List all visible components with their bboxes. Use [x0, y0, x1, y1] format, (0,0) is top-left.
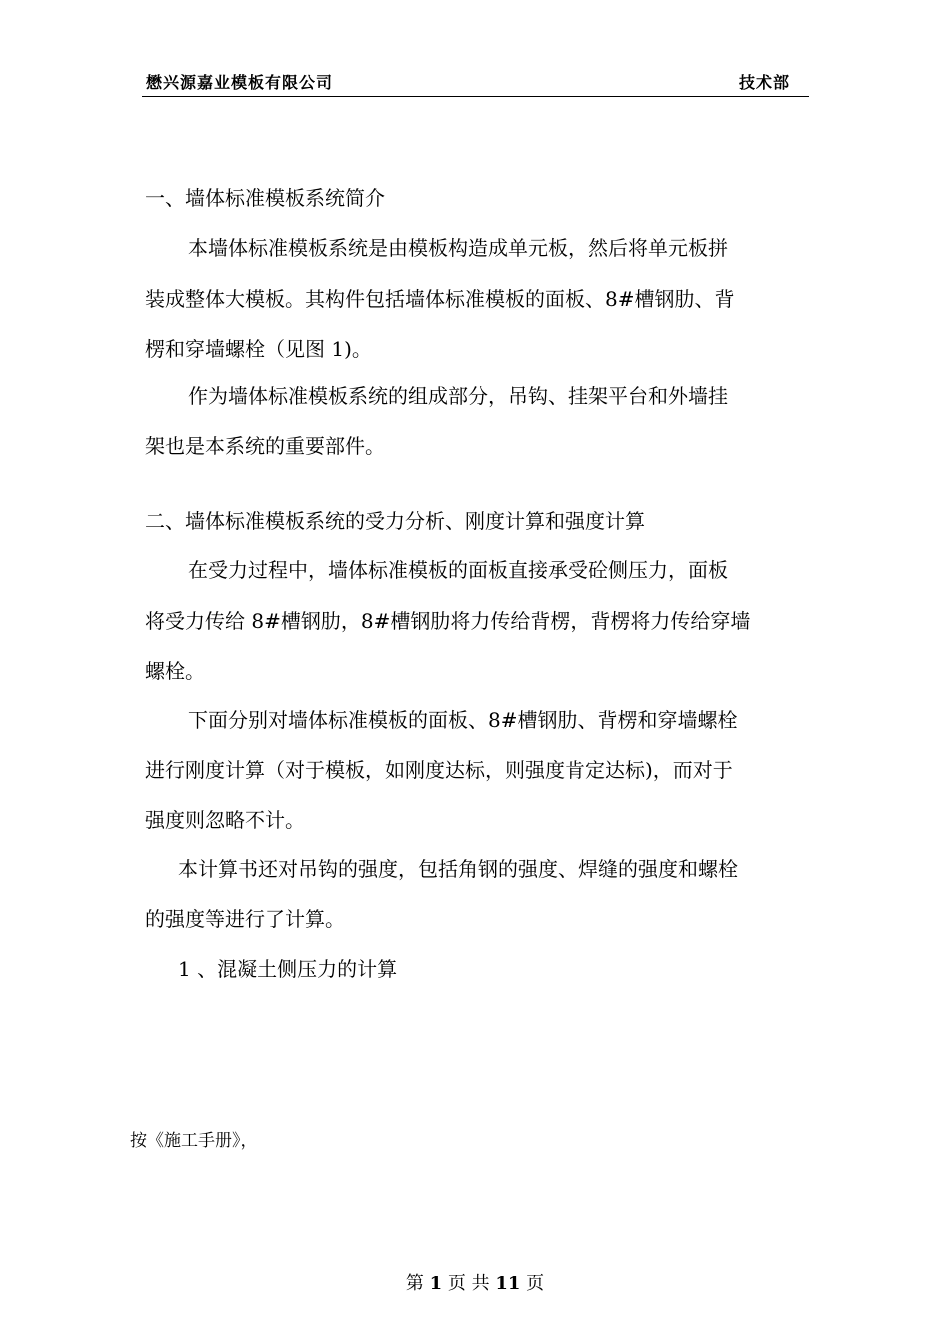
paragraph3-line3: 螺栓。: [145, 659, 205, 683]
paragraph3-line1: 在受力过程中，墙体标准模板的面板直接承受砼侧压力，面板: [188, 558, 728, 582]
section2-heading: 二、墙体标准模板系统的受力分析、刚度计算和强度计算: [145, 509, 645, 533]
paragraph2-line2: 架也是本系统的重要部件。: [145, 434, 385, 458]
footer-suffix: 页: [526, 1273, 545, 1294]
paragraph4-line1: 下面分别对墙体标准模板的面板、8#槽钢肋、背楞和穿墙螺栓: [188, 708, 738, 732]
paragraph4-line2: 进行刚度计算（对于模板，如刚度达标，则强度肯定达标)，而对于: [145, 758, 733, 782]
paragraph5-line2: 的强度等进行了计算。: [145, 907, 345, 931]
note-text: 按《施工手册》，: [130, 1131, 258, 1151]
paragraph5-line1: 本计算书还对吊钩的强度，包括角钢的强度、焊缝的强度和螺栓: [178, 857, 738, 881]
header-rule: [142, 96, 809, 97]
header-company: 懋兴源嘉业模板有限公司: [146, 73, 334, 92]
subsection1-heading: 1 、混凝土侧压力的计算: [178, 957, 398, 981]
header-department: 技术部: [739, 73, 791, 92]
paragraph1-line3: 楞和穿墙螺栓（见图 1)。: [145, 337, 372, 361]
footer-total-pages: 11: [495, 1273, 521, 1294]
paragraph3-line2: 将受力传给 8#槽钢肋，8#槽钢肋将力传给背楞，背楞将力传给穿墙: [145, 609, 751, 633]
paragraph1-line2: 装成整体大模板。其构件包括墙体标准模板的面板、8#槽钢肋、背: [145, 287, 735, 311]
section1-heading: 一、墙体标准模板系统简介: [145, 186, 385, 210]
footer-mid: 页 共: [447, 1273, 490, 1294]
paragraph1-line1: 本墙体标准模板系统是由模板构造成单元板，然后将单元板拼: [188, 236, 728, 260]
footer-prefix: 第: [405, 1273, 424, 1294]
paragraph2-line1: 作为墙体标准模板系统的组成部分，吊钩、挂架平台和外墙挂: [188, 384, 728, 408]
paragraph4-line3: 强度则忽略不计。: [145, 808, 305, 832]
page-footer: [0, 1269, 950, 1295]
footer-page-number: 1: [429, 1273, 443, 1294]
